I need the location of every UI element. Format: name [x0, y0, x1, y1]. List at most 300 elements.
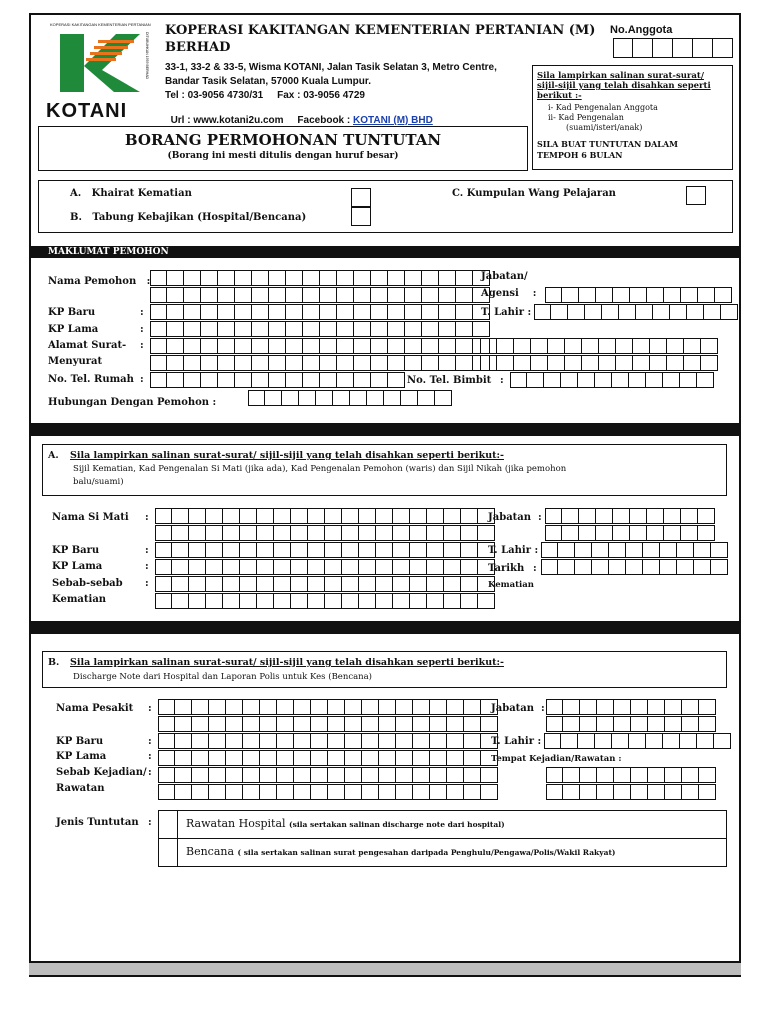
- input-cell[interactable]: [257, 593, 274, 609]
- input-cell[interactable]: [711, 559, 728, 575]
- input-cell[interactable]: [362, 767, 379, 783]
- input-cell[interactable]: [427, 525, 444, 541]
- input-cell[interactable]: [447, 733, 464, 749]
- input-cell[interactable]: [235, 338, 252, 354]
- input-cell[interactable]: [699, 716, 716, 732]
- input-cell[interactable]: [578, 372, 595, 388]
- input-cell[interactable]: [562, 508, 579, 524]
- input-cell[interactable]: [422, 355, 439, 371]
- input-cell[interactable]: [388, 287, 405, 303]
- input-cell[interactable]: [192, 750, 209, 766]
- input-cell[interactable]: [396, 716, 413, 732]
- input-cell[interactable]: [223, 559, 240, 575]
- input-cell[interactable]: [551, 304, 568, 320]
- input-cell[interactable]: [580, 767, 597, 783]
- input-cell[interactable]: [320, 270, 337, 286]
- input-cell[interactable]: [328, 750, 345, 766]
- input-cell[interactable]: [167, 270, 184, 286]
- input-cell[interactable]: [636, 304, 653, 320]
- input-cell[interactable]: [371, 270, 388, 286]
- input-cell[interactable]: [648, 767, 665, 783]
- input-cell[interactable]: [303, 338, 320, 354]
- applicant-position-boxes[interactable]: [545, 287, 732, 303]
- input-cell[interactable]: [609, 559, 626, 575]
- input-cell[interactable]: [585, 304, 602, 320]
- input-cell[interactable]: [308, 525, 325, 541]
- input-cell[interactable]: [223, 525, 240, 541]
- input-cell[interactable]: [192, 767, 209, 783]
- input-cell[interactable]: [155, 542, 172, 558]
- input-cell[interactable]: [711, 542, 728, 558]
- input-cell[interactable]: [291, 508, 308, 524]
- input-cell[interactable]: [427, 576, 444, 592]
- input-cell[interactable]: [677, 559, 694, 575]
- input-cell[interactable]: [697, 733, 714, 749]
- death-cause-boxes[interactable]: [155, 576, 495, 592]
- input-cell[interactable]: [291, 576, 308, 592]
- input-cell[interactable]: [562, 525, 579, 541]
- input-cell[interactable]: [218, 355, 235, 371]
- input-cell[interactable]: [461, 525, 478, 541]
- input-cell[interactable]: [681, 287, 698, 303]
- input-cell[interactable]: [294, 767, 311, 783]
- input-cell[interactable]: [286, 372, 303, 388]
- input-cell[interactable]: [682, 699, 699, 715]
- input-cell[interactable]: [548, 338, 565, 354]
- input-cell[interactable]: [286, 304, 303, 320]
- input-cell[interactable]: [461, 559, 478, 575]
- input-cell[interactable]: [308, 559, 325, 575]
- input-cell[interactable]: [379, 750, 396, 766]
- input-cell[interactable]: [155, 559, 172, 575]
- death-cause-boxes-2[interactable]: [155, 593, 495, 609]
- input-cell[interactable]: [286, 355, 303, 371]
- input-cell[interactable]: [545, 525, 562, 541]
- input-cell[interactable]: [359, 525, 376, 541]
- input-cell[interactable]: [226, 699, 243, 715]
- input-cell[interactable]: [354, 270, 371, 286]
- input-cell[interactable]: [155, 576, 172, 592]
- input-cell[interactable]: [350, 390, 367, 406]
- applicant-name-boxes-2[interactable]: [150, 287, 490, 303]
- incident-cause-boxes[interactable]: [158, 767, 498, 783]
- input-cell[interactable]: [277, 733, 294, 749]
- input-cell[interactable]: [240, 525, 257, 541]
- input-cell[interactable]: [546, 784, 563, 800]
- input-cell[interactable]: [240, 593, 257, 609]
- input-cell[interactable]: [396, 750, 413, 766]
- applicant-address-boxes-3[interactable]: [480, 338, 718, 354]
- input-cell[interactable]: [422, 287, 439, 303]
- input-cell[interactable]: [150, 372, 167, 388]
- input-cell[interactable]: [410, 508, 427, 524]
- patient-name-boxes[interactable]: [158, 699, 498, 715]
- input-cell[interactable]: [328, 733, 345, 749]
- input-cell[interactable]: [597, 716, 614, 732]
- input-cell[interactable]: [497, 355, 514, 371]
- input-cell[interactable]: [558, 559, 575, 575]
- input-cell[interactable]: [464, 750, 481, 766]
- input-cell[interactable]: [294, 784, 311, 800]
- input-cell[interactable]: [631, 699, 648, 715]
- input-cell[interactable]: [596, 508, 613, 524]
- patient-department-boxes[interactable]: [546, 699, 716, 715]
- input-cell[interactable]: [342, 576, 359, 592]
- input-cell[interactable]: [447, 716, 464, 732]
- input-cell[interactable]: [612, 733, 629, 749]
- input-cell[interactable]: [260, 750, 277, 766]
- input-cell[interactable]: [260, 767, 277, 783]
- input-cell[interactable]: [545, 508, 562, 524]
- input-cell[interactable]: [478, 593, 495, 609]
- input-cell[interactable]: [653, 304, 670, 320]
- input-cell[interactable]: [663, 733, 680, 749]
- input-cell[interactable]: [527, 372, 544, 388]
- input-cell[interactable]: [544, 733, 561, 749]
- patient-name-boxes-2[interactable]: [158, 716, 498, 732]
- input-cell[interactable]: [456, 338, 473, 354]
- input-cell[interactable]: [303, 287, 320, 303]
- input-cell[interactable]: [602, 304, 619, 320]
- input-cell[interactable]: [291, 525, 308, 541]
- input-cell[interactable]: [362, 716, 379, 732]
- input-cell[interactable]: [337, 321, 354, 337]
- input-cell[interactable]: [328, 716, 345, 732]
- input-cell[interactable]: [175, 784, 192, 800]
- input-cell[interactable]: [209, 784, 226, 800]
- input-cell[interactable]: [223, 576, 240, 592]
- input-cell[interactable]: [325, 576, 342, 592]
- input-cell[interactable]: [257, 542, 274, 558]
- input-cell[interactable]: [189, 559, 206, 575]
- input-cell[interactable]: [614, 784, 631, 800]
- input-cell[interactable]: [582, 338, 599, 354]
- input-cell[interactable]: [311, 750, 328, 766]
- input-cell[interactable]: [664, 287, 681, 303]
- input-cell[interactable]: [677, 542, 694, 558]
- input-cell[interactable]: [697, 372, 714, 388]
- input-cell[interactable]: [150, 355, 167, 371]
- input-cell[interactable]: [595, 372, 612, 388]
- input-cell[interactable]: [257, 508, 274, 524]
- input-cell[interactable]: [447, 767, 464, 783]
- input-cell[interactable]: [274, 508, 291, 524]
- input-cell[interactable]: [376, 576, 393, 592]
- input-cell[interactable]: [189, 542, 206, 558]
- input-cell[interactable]: [665, 716, 682, 732]
- input-cell[interactable]: [311, 767, 328, 783]
- input-cell[interactable]: [563, 716, 580, 732]
- input-cell[interactable]: [252, 338, 269, 354]
- input-cell[interactable]: [189, 525, 206, 541]
- input-cell[interactable]: [684, 355, 701, 371]
- input-cell[interactable]: [418, 390, 435, 406]
- input-cell[interactable]: [274, 593, 291, 609]
- input-cell[interactable]: [379, 733, 396, 749]
- input-cell[interactable]: [396, 767, 413, 783]
- input-cell[interactable]: [422, 304, 439, 320]
- input-cell[interactable]: [189, 576, 206, 592]
- input-cell[interactable]: [240, 508, 257, 524]
- input-cell[interactable]: [464, 767, 481, 783]
- input-cell[interactable]: [286, 287, 303, 303]
- input-cell[interactable]: [405, 304, 422, 320]
- input-cell[interactable]: [277, 716, 294, 732]
- input-cell[interactable]: [172, 576, 189, 592]
- input-cell[interactable]: [510, 372, 527, 388]
- input-cell[interactable]: [218, 321, 235, 337]
- input-cell[interactable]: [342, 542, 359, 558]
- input-cell[interactable]: [269, 355, 286, 371]
- input-cell[interactable]: [405, 287, 422, 303]
- input-cell[interactable]: [257, 525, 274, 541]
- input-cell[interactable]: [345, 784, 362, 800]
- input-cell[interactable]: [155, 593, 172, 609]
- member-no-boxes[interactable]: [613, 38, 733, 58]
- input-cell[interactable]: [680, 733, 697, 749]
- input-cell[interactable]: [648, 716, 665, 732]
- input-cell[interactable]: [545, 287, 562, 303]
- input-cell[interactable]: [226, 733, 243, 749]
- input-cell[interactable]: [371, 321, 388, 337]
- input-cell[interactable]: [269, 321, 286, 337]
- input-cell[interactable]: [514, 338, 531, 354]
- input-cell[interactable]: [592, 542, 609, 558]
- input-cell[interactable]: [568, 304, 585, 320]
- input-cell[interactable]: [158, 733, 175, 749]
- input-cell[interactable]: [562, 287, 579, 303]
- input-cell[interactable]: [175, 733, 192, 749]
- input-cell[interactable]: [172, 542, 189, 558]
- input-cell[interactable]: [694, 542, 711, 558]
- input-cell[interactable]: [682, 767, 699, 783]
- input-cell[interactable]: [354, 372, 371, 388]
- input-cell[interactable]: [354, 304, 371, 320]
- input-cell[interactable]: [410, 525, 427, 541]
- input-cell[interactable]: [320, 338, 337, 354]
- input-cell[interactable]: [473, 321, 490, 337]
- input-cell[interactable]: [430, 750, 447, 766]
- input-cell[interactable]: [277, 767, 294, 783]
- input-cell[interactable]: [698, 508, 715, 524]
- input-cell[interactable]: [282, 390, 299, 406]
- input-cell[interactable]: [359, 593, 376, 609]
- input-cell[interactable]: [243, 716, 260, 732]
- input-cell[interactable]: [226, 750, 243, 766]
- input-cell[interactable]: [548, 355, 565, 371]
- input-cell[interactable]: [192, 699, 209, 715]
- input-cell[interactable]: [235, 372, 252, 388]
- input-cell[interactable]: [631, 767, 648, 783]
- input-cell[interactable]: [410, 593, 427, 609]
- input-cell[interactable]: [480, 338, 497, 354]
- input-cell[interactable]: [405, 270, 422, 286]
- input-cell[interactable]: [629, 733, 646, 749]
- input-cell[interactable]: [260, 784, 277, 800]
- input-cell[interactable]: [393, 542, 410, 558]
- input-cell[interactable]: [664, 508, 681, 524]
- input-cell[interactable]: [150, 304, 167, 320]
- deceased-department-boxes[interactable]: [545, 508, 715, 524]
- input-cell[interactable]: [631, 784, 648, 800]
- input-cell[interactable]: [167, 321, 184, 337]
- input-cell[interactable]: [235, 355, 252, 371]
- input-cell[interactable]: [291, 559, 308, 575]
- input-cell[interactable]: [456, 287, 473, 303]
- input-cell[interactable]: [184, 304, 201, 320]
- input-cell[interactable]: [546, 716, 563, 732]
- input-cell[interactable]: [150, 338, 167, 354]
- input-cell[interactable]: [609, 542, 626, 558]
- input-cell[interactable]: [192, 733, 209, 749]
- input-cell[interactable]: [447, 750, 464, 766]
- input-cell[interactable]: [354, 321, 371, 337]
- input-cell[interactable]: [630, 287, 647, 303]
- input-cell[interactable]: [665, 699, 682, 715]
- input-cell[interactable]: [616, 355, 633, 371]
- input-cell[interactable]: [546, 767, 563, 783]
- input-cell[interactable]: [184, 321, 201, 337]
- input-cell[interactable]: [413, 733, 430, 749]
- input-cell[interactable]: [320, 372, 337, 388]
- input-cell[interactable]: [269, 304, 286, 320]
- input-cell[interactable]: [308, 593, 325, 609]
- input-cell[interactable]: [362, 784, 379, 800]
- input-cell[interactable]: [630, 508, 647, 524]
- input-cell[interactable]: [682, 716, 699, 732]
- input-cell[interactable]: [303, 321, 320, 337]
- patient-kp-old-boxes[interactable]: [158, 750, 498, 766]
- input-cell[interactable]: [481, 716, 498, 732]
- input-cell[interactable]: [461, 576, 478, 592]
- input-cell[interactable]: [223, 542, 240, 558]
- input-cell[interactable]: [427, 542, 444, 558]
- input-cell[interactable]: [546, 699, 563, 715]
- input-cell[interactable]: [286, 270, 303, 286]
- claim-c-checkbox[interactable]: [686, 186, 706, 205]
- input-cell[interactable]: [481, 767, 498, 783]
- death-date-boxes[interactable]: [541, 559, 728, 575]
- input-cell[interactable]: [303, 270, 320, 286]
- input-cell[interactable]: [257, 559, 274, 575]
- input-cell[interactable]: [376, 525, 393, 541]
- input-cell[interactable]: [684, 338, 701, 354]
- input-cell[interactable]: [647, 287, 664, 303]
- input-cell[interactable]: [243, 699, 260, 715]
- input-cell[interactable]: [456, 355, 473, 371]
- applicant-relation-boxes[interactable]: [248, 390, 452, 406]
- input-cell[interactable]: [439, 304, 456, 320]
- input-cell[interactable]: [430, 716, 447, 732]
- input-cell[interactable]: [184, 338, 201, 354]
- input-cell[interactable]: [447, 784, 464, 800]
- input-cell[interactable]: [342, 559, 359, 575]
- input-cell[interactable]: [172, 593, 189, 609]
- patient-kp-new-boxes[interactable]: [158, 733, 498, 749]
- input-cell[interactable]: [201, 270, 218, 286]
- input-cell[interactable]: [345, 733, 362, 749]
- input-cell[interactable]: [337, 372, 354, 388]
- input-cell[interactable]: [680, 372, 697, 388]
- input-cell[interactable]: [715, 287, 732, 303]
- input-cell[interactable]: [379, 767, 396, 783]
- input-cell[interactable]: [337, 304, 354, 320]
- input-cell[interactable]: [311, 784, 328, 800]
- input-cell[interactable]: [189, 593, 206, 609]
- input-cell[interactable]: [235, 321, 252, 337]
- input-cell[interactable]: [497, 338, 514, 354]
- input-cell[interactable]: [575, 559, 592, 575]
- input-cell[interactable]: [337, 355, 354, 371]
- input-cell[interactable]: [226, 716, 243, 732]
- input-cell[interactable]: [303, 355, 320, 371]
- input-cell[interactable]: [388, 321, 405, 337]
- input-cell[interactable]: [235, 270, 252, 286]
- input-cell[interactable]: [274, 525, 291, 541]
- input-cell[interactable]: [277, 784, 294, 800]
- input-cell[interactable]: [311, 716, 328, 732]
- input-cell[interactable]: [599, 355, 616, 371]
- input-cell[interactable]: [646, 733, 663, 749]
- input-cell[interactable]: [534, 304, 551, 320]
- input-cell[interactable]: [595, 733, 612, 749]
- input-cell[interactable]: [660, 542, 677, 558]
- input-cell[interactable]: [647, 508, 664, 524]
- input-cell[interactable]: [371, 304, 388, 320]
- input-cell[interactable]: [612, 372, 629, 388]
- input-cell[interactable]: [376, 508, 393, 524]
- input-cell[interactable]: [531, 355, 548, 371]
- input-cell[interactable]: [325, 542, 342, 558]
- input-cell[interactable]: [218, 338, 235, 354]
- claim-option-hospital-checkbox[interactable]: [158, 810, 178, 839]
- input-cell[interactable]: [269, 338, 286, 354]
- input-cell[interactable]: [701, 355, 718, 371]
- input-cell[interactable]: [430, 733, 447, 749]
- patient-department-boxes-2[interactable]: [546, 716, 716, 732]
- input-cell[interactable]: [260, 733, 277, 749]
- input-cell[interactable]: [192, 784, 209, 800]
- incident-cause-boxes-2[interactable]: [158, 784, 498, 800]
- input-cell[interactable]: [376, 559, 393, 575]
- input-cell[interactable]: [579, 508, 596, 524]
- input-cell[interactable]: [376, 593, 393, 609]
- input-cell[interactable]: [714, 733, 731, 749]
- input-cell[interactable]: [405, 338, 422, 354]
- incident-place-boxes-2[interactable]: [546, 784, 716, 800]
- input-cell[interactable]: [597, 784, 614, 800]
- input-cell[interactable]: [596, 287, 613, 303]
- input-cell[interactable]: [320, 321, 337, 337]
- input-cell[interactable]: [175, 716, 192, 732]
- input-cell[interactable]: [294, 716, 311, 732]
- input-cell[interactable]: [698, 525, 715, 541]
- input-cell[interactable]: [277, 750, 294, 766]
- input-cell[interactable]: [175, 699, 192, 715]
- input-cell[interactable]: [201, 321, 218, 337]
- input-cell[interactable]: [413, 699, 430, 715]
- input-cell[interactable]: [648, 699, 665, 715]
- input-cell[interactable]: [337, 270, 354, 286]
- input-cell[interactable]: [699, 784, 716, 800]
- input-cell[interactable]: [596, 525, 613, 541]
- deceased-department-boxes-2[interactable]: [545, 525, 715, 541]
- input-cell[interactable]: [413, 750, 430, 766]
- input-cell[interactable]: [721, 304, 738, 320]
- input-cell[interactable]: [579, 525, 596, 541]
- input-cell[interactable]: [561, 733, 578, 749]
- applicant-address-boxes-4[interactable]: [480, 355, 718, 371]
